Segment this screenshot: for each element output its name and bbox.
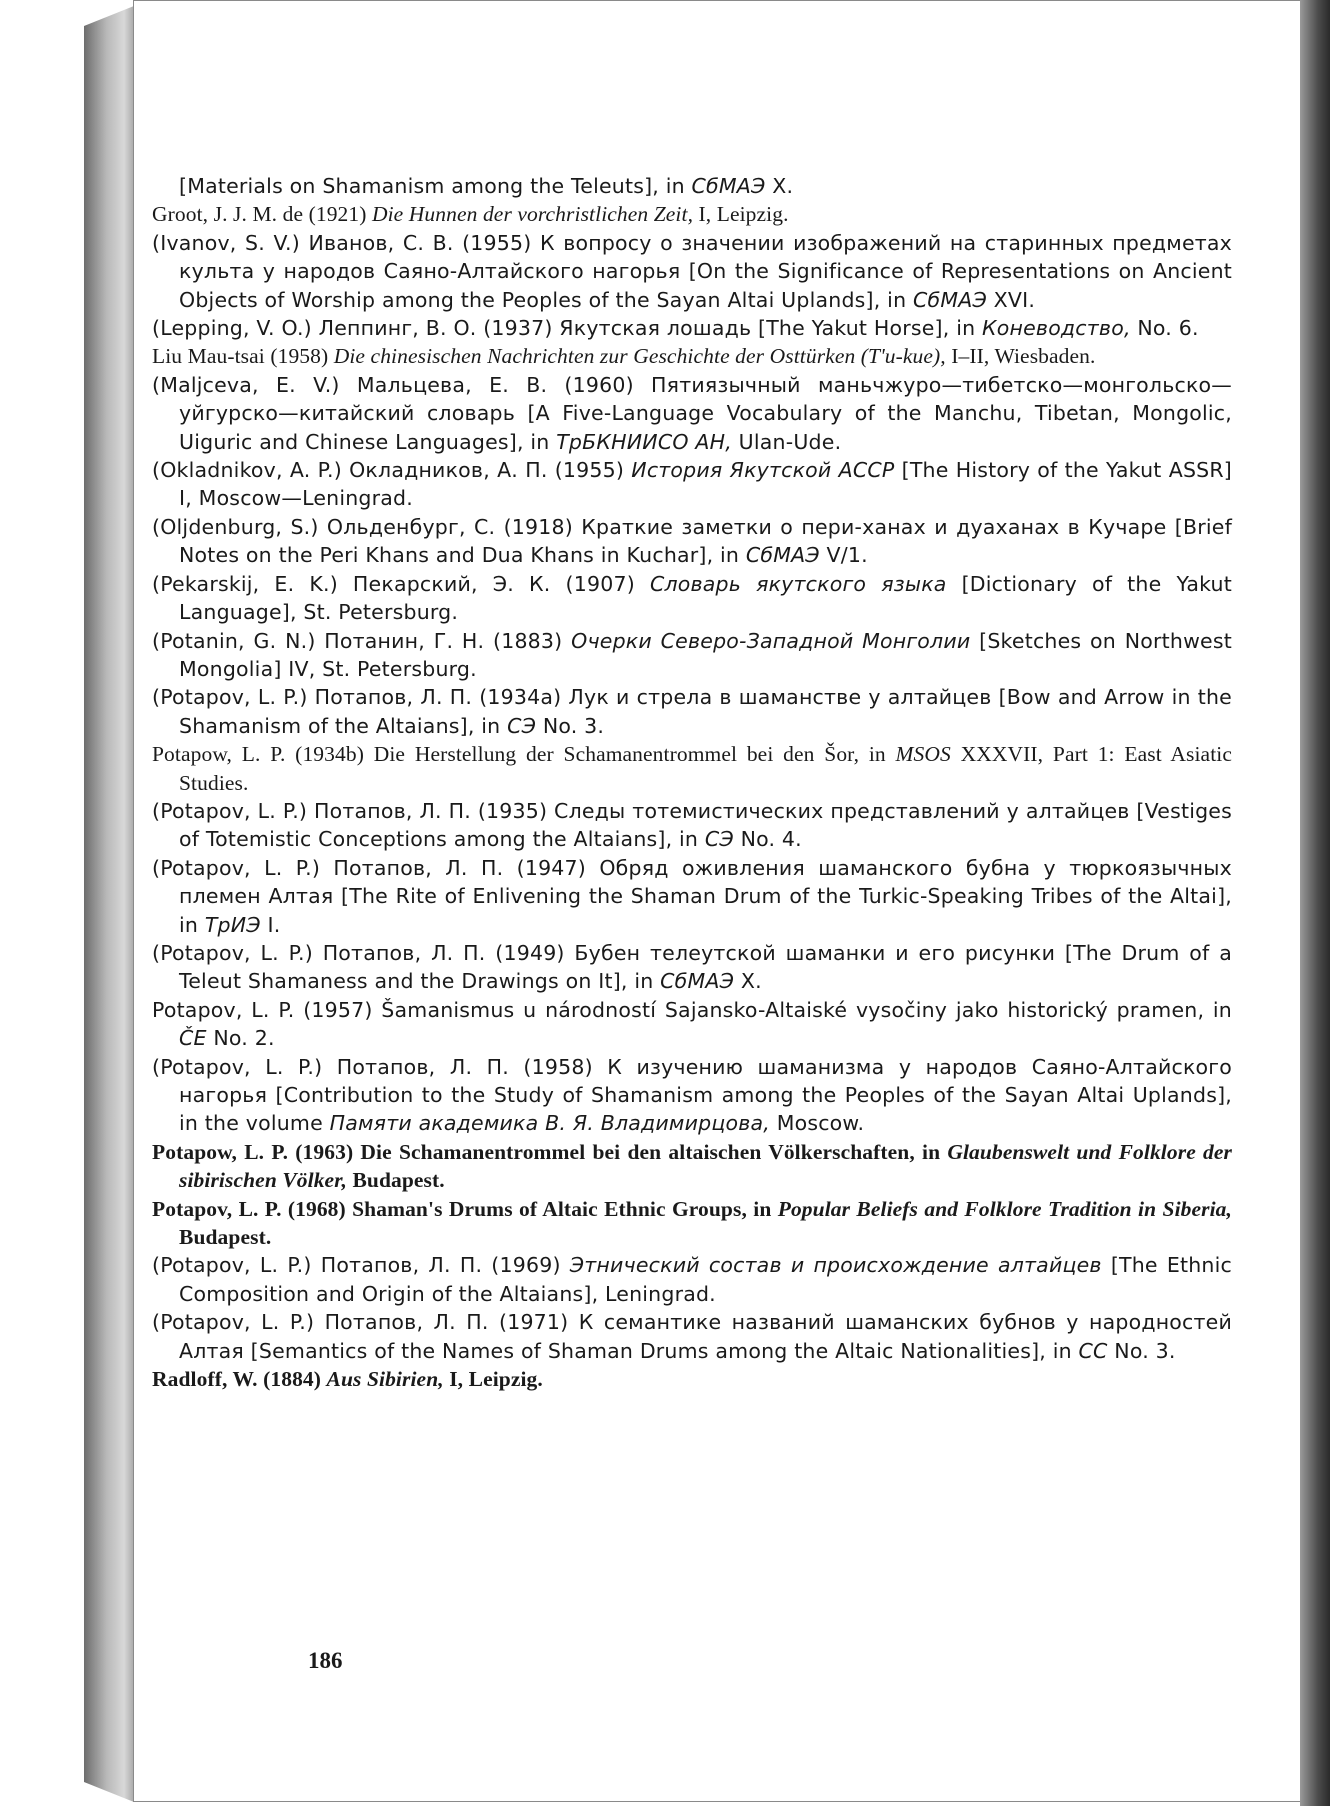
- page-edge: [1300, 0, 1330, 1806]
- list-item: Groot, J. J. M. de (1921) Die Hunnen der vorchristlichen Zeit, I, Leipzig.: [152, 202, 789, 227]
- list-item: Radloff, W. (1884) Aus Sibirien, I, Leipzig.: [152, 1367, 543, 1392]
- list-item: (Oljdenburg, S.) Ольденбург, С. (1918) Краткие заметки о пери-ханах и дуаханах в Кучаре [Brief Notes on the Peri Khans and Dua Khans in Kuchar], in СбМАЭ V/1.: [152, 514, 1232, 568]
- list-item: Potapow, L. P. (1963) Die Schamanentrommel bei den altaischen Völkerschaften, in Glaubenswelt und Folklore der sibirischen Völker, Budapest.: [152, 1139, 1232, 1193]
- list-item: (Pekarskij, E. K.) Пекарский, Э. К. (1907) Словарь якутского языка [Dictionary of the Yakut Language], St. Petersburg.: [152, 571, 1232, 625]
- page-number: 186: [308, 1648, 343, 1673]
- list-item: (Ivanov, S. V.) Иванов, С. В. (1955) К вопросу о значении изображений на старинных предметах культа у народов Саяно-Алтайского нагорья [On the Significance of Representations on Ancient Objects of Worship among the Peoples of the Sayan Altai Uplands], in СбМАЭ XVI.: [152, 230, 1232, 312]
- list-item: Liu Mau-tsai (1958) Die chinesischen Nachrichten zur Geschichte der Osttürken (T'u-kue), I–II, Wiesbaden.: [152, 344, 1096, 369]
- list-item: (Okladnikov, A. P.) Окладников, А. П. (1955) История Якутской АССР [The History of the Yakut ASSR] I, Moscow—Leningrad.: [152, 458, 1233, 511]
- list-item: Potapov, L. P. (1968) Shaman's Drums of Altaic Ethnic Groups, in Popular Beliefs and Folklore Tradition in Siberia, Budapest.: [152, 1196, 1233, 1250]
- list-item: (Lepping, V. O.) Леппинг, В. О. (1937) Якутская лошадь [The Yakut Horse], in Коневодство, No. 6.: [152, 316, 1199, 341]
- list-item: (Potapov, L. P.) Потапов, Л. П. (1935) Следы тотемистических представлений у алтайцев [Vestiges of Totemistic Conceptions among the Altaians], in СЭ No. 4.: [152, 798, 1232, 852]
- list-item: (Potapov, L. P.) Потапов, Л. П. (1971) К семантике названий шаманских бубнов у народностей Алтая [Semantics of the Names of Shaman Drums among the Altaic Nationalities], in СС No. 3.: [152, 1310, 1232, 1363]
- list-item: (Potanin, G. N.) Потанин, Г. Н. (1883) Очерки Северо-Западной Монголии [Sketches on Northwest Mongolia] IV, St. Petersburg.: [152, 628, 1232, 681]
- list-item: [Materials on Shamanism among the Teleuts], in СбМАЭ X.: [179, 174, 794, 198]
- bibliography-list: [152, 172, 1232, 1393]
- list-item: (Potapov, L. P.) Потапов, Л. П. (1949) Бубен телеутской шаманки и его рисунки [The Drum of a Teleut Shamaness and the Drawings on It], in СбМАЭ X.: [152, 940, 1232, 994]
- list-item: (Potapov, L. P.) Потапов, Л. П. (1969) Этнический состав и происхождение алтайцев [The Ethnic Composition and Origin of the Altaians], Leningrad.: [152, 1253, 1232, 1306]
- list-item: (Potapov, L. P.) Потапов, Л. П. (1934a) Лук и стрела в шаманстве у алтайцев [Bow and Arrow in the Shamanism of the Altaians], in СЭ No. 3.: [152, 685, 1232, 738]
- list-item: (Maljceva, E. V.) Мальцева, Е. В. (1960) Пятиязычный маньчжуро—тибетско—монгольско—уйгурско—китайский словарь [A Five-Language Vocabulary of the Manchu, Tibetan, Mongolic, Uiguric and Chinese Languages], in ТрБКНИИСО АН, Ulan-Ude.: [152, 372, 1232, 454]
- list-item: Potapow, L. P. (1934b) Die Herstellung der Schamanentrommel bei den Šor, in MSOS XXXVII, Part 1: East Asiatic Studies.: [152, 742, 1232, 795]
- list-item: (Potapov, L. P.) Потапов, Л. П. (1958) К изучению шаманизма у народов Саяно-Алтайского нагорья [Contribution to the Study of Shamanism among the Peoples of the Sayan Altai Uplands], in the volume Памяти академика В. Я. Владимирцова, Moscow.: [152, 1054, 1232, 1136]
- book-spine: [84, 6, 134, 1802]
- list-item: (Potapov, L. P.) Потапов, Л. П. (1947) Обряд оживления шаманского бубна у тюркоязычных племен Алтая [The Rite of Enlivening the Shaman Drum of the Turkic-Speaking Tribes of the Altai], in ТрИЭ I.: [152, 855, 1232, 937]
- list-item: Potapov, L. P. (1957) Šamanismus u národností Sajansko-Altaiské vysočiny jako historický pramen, in ČE No. 2.: [152, 997, 1232, 1051]
